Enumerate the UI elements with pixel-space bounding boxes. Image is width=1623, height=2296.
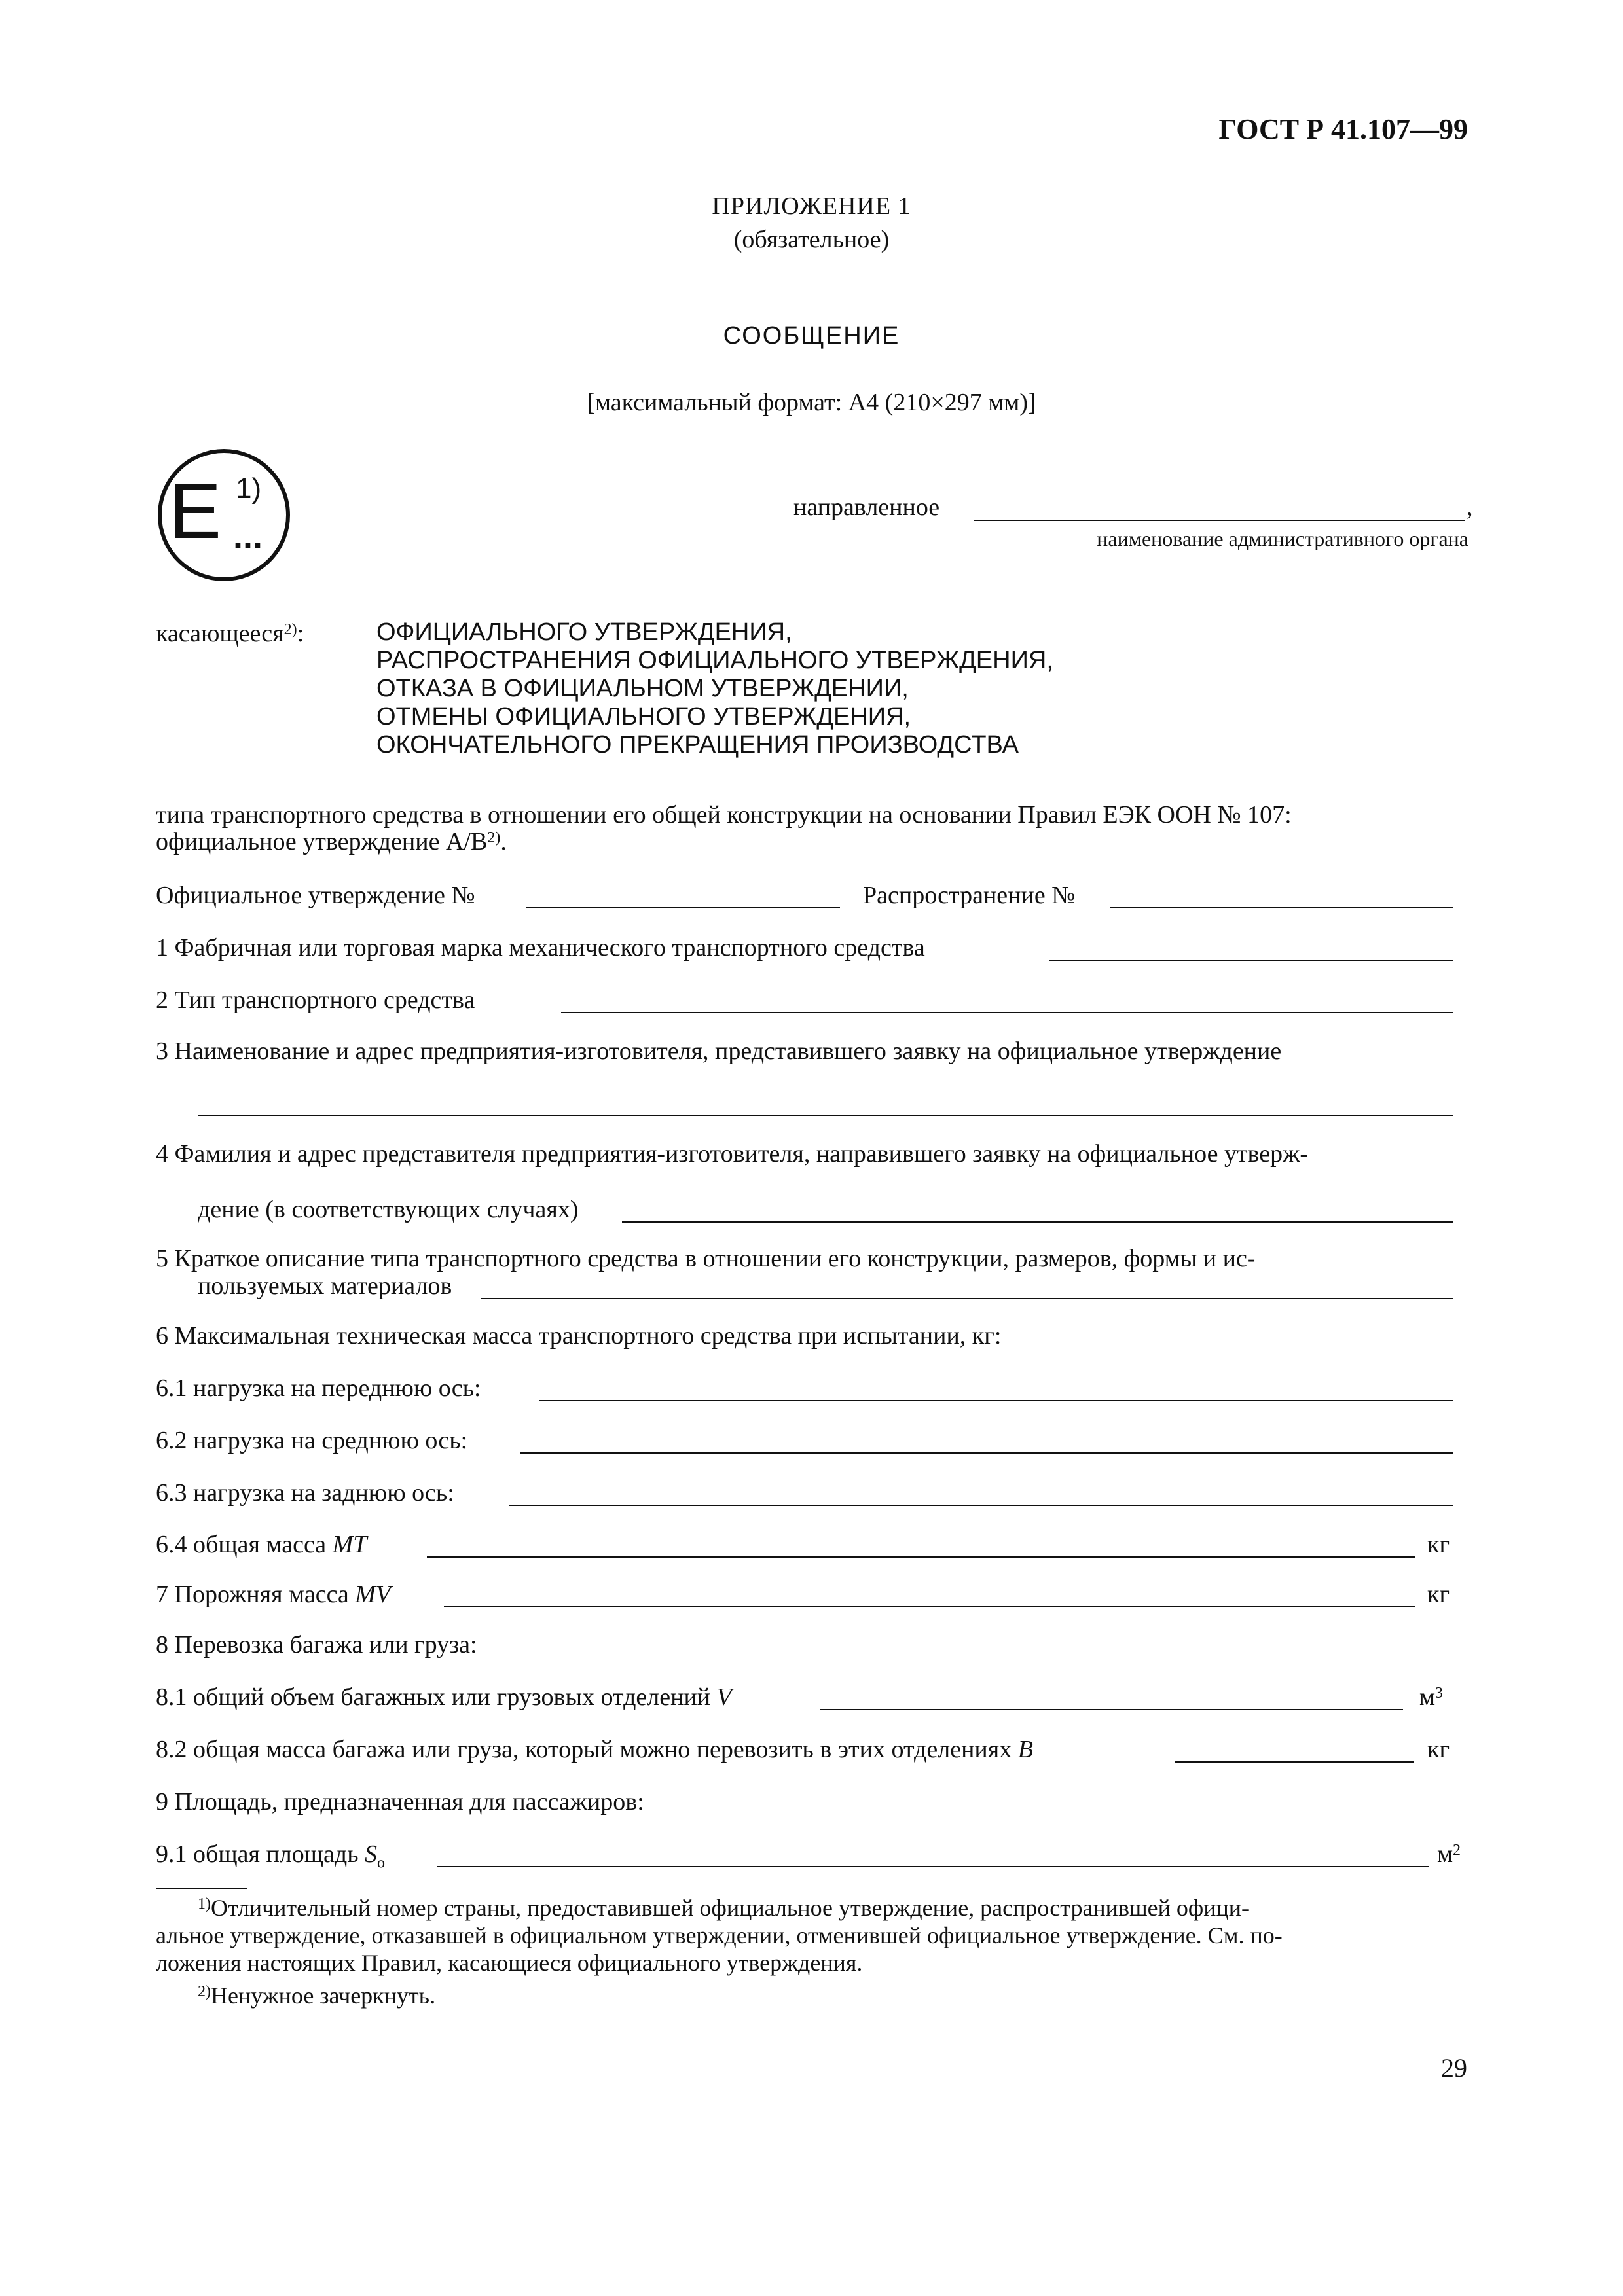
concerning-item: ОТМЕНЫ ОФИЦИАЛЬНОГО УТВЕРЖДЕНИЯ,	[376, 703, 911, 730]
field-2-input[interactable]	[561, 1012, 1453, 1013]
field-2-label: 2 Тип транспортного средства	[156, 986, 475, 1014]
footnote-1-line-2: альное утверждение, отказавшей в официальном утверждении, отменившей официальное утверждение. См. по-	[156, 1922, 1283, 1948]
field-6-2-label: 6.2 нагрузка на среднюю ось:	[156, 1427, 468, 1454]
field-7-var: MV	[355, 1581, 392, 1608]
field-8-1-input[interactable]	[820, 1709, 1403, 1710]
footnote-1-line-1	[198, 1893, 1249, 1922]
intro-line-2-text: официальное утверждение А/В	[156, 828, 488, 855]
footnote-separator	[156, 1888, 247, 1889]
field-6-4-label	[156, 1530, 367, 1560]
field-6-3-input[interactable]	[509, 1505, 1453, 1506]
field-9-1-var: S	[365, 1840, 378, 1868]
field-8-1-label	[156, 1682, 732, 1712]
standard-number: ГОСТ Р 41.107—99	[1218, 113, 1468, 145]
annex-subtitle: (обязательное)	[733, 226, 890, 253]
intro-line-2-sup: 2)	[487, 829, 501, 846]
field-7-text: 7 Порожняя масса	[156, 1581, 349, 1608]
field-9-1-label	[156, 1839, 385, 1878]
footnote-1-text-1: Отличительный номер страны, предоставившей официальное утверждение, распространившей офици-	[211, 1895, 1250, 1921]
concerning-label	[156, 619, 304, 649]
message-title: СООБЩЕНИЕ	[723, 322, 900, 350]
field-8-1-unit	[1419, 1682, 1443, 1712]
field-6-3-label: 6.3 нагрузка на заднюю ось:	[156, 1479, 454, 1507]
intro-line-2-end: .	[500, 828, 507, 855]
concerning-item: ОТКАЗА В ОФИЦИАЛЬНОМ УТВЕРЖДЕНИИ,	[376, 675, 909, 702]
concerning-item: ОКОНЧАТЕЛЬНОГО ПРЕКРАЩЕНИЯ ПРОИЗВОДСТВА	[376, 731, 1019, 759]
field-6-2-input[interactable]	[520, 1452, 1453, 1454]
field-8-1-unit-text: м	[1419, 1683, 1436, 1711]
field-8-1-unit-sup: 3	[1435, 1685, 1444, 1702]
field-6-4-unit: кг	[1427, 1531, 1450, 1558]
field-3-label: 3 Наименование и адрес предприятия-изготовителя, представившего заявку на официальное утверждение	[156, 1037, 1282, 1065]
intro-line-2	[156, 827, 507, 857]
sent-by-field[interactable]	[974, 520, 1465, 521]
field-3-input[interactable]	[198, 1115, 1453, 1116]
field-5-label-line-1: 5 Краткое описание типа транспортного средства в отношении его конструкции, размеров, формы и ис-	[156, 1245, 1256, 1272]
field-5-label-line-2: пользуемых материалов	[198, 1272, 452, 1300]
concerning-list	[376, 619, 1053, 759]
field-9-1-input[interactable]	[437, 1866, 1429, 1867]
field-6-4-input[interactable]	[427, 1556, 1415, 1558]
approval-no-label: Официальное утверждение №	[156, 882, 475, 909]
footnote-2-mark: 2)	[198, 1983, 211, 2000]
field-5-input[interactable]	[481, 1298, 1453, 1299]
field-6-4-text: 6.4 общая масса	[156, 1531, 327, 1558]
footnote-1-mark: 1)	[198, 1895, 211, 1912]
e-mark-superscript: 1)	[236, 473, 262, 505]
field-6-1-label: 6.1 нагрузка на переднюю ось:	[156, 1374, 481, 1402]
concerning-label-sup: 2)	[283, 621, 297, 638]
concerning-label-text: касающееся	[156, 620, 284, 647]
field-9-label: 9 Площадь, предназначенная для пассажиров:	[156, 1788, 644, 1816]
field-8-label: 8 Перевозка багажа или груза:	[156, 1631, 477, 1659]
field-9-1-unit	[1437, 1839, 1461, 1869]
field-9-1-text: 9.1 общая площадь	[156, 1840, 359, 1868]
field-7-unit: кг	[1427, 1581, 1450, 1608]
field-8-2-input[interactable]	[1175, 1761, 1414, 1763]
field-8-2-text: 8.2 общая масса багажа или груза, который можно перевозить в этих отделениях	[156, 1736, 1012, 1763]
field-1-label: 1 Фабричная или торговая марка механического транспортного средства	[156, 934, 925, 961]
footnote-2	[198, 1981, 435, 2010]
field-8-2-var: B	[1017, 1736, 1033, 1763]
field-9-1-unit-sup: 2	[1453, 1842, 1461, 1859]
annex-title: ПРИЛОЖЕНИЕ 1	[712, 192, 911, 220]
field-9-1-sub: o	[377, 1854, 386, 1872]
intro-line-1: типа транспортного средства в отношении его общей конструкции на основании Правил ЕЭК ООН № 107:	[156, 801, 1292, 829]
sent-by-label: направленное	[793, 493, 940, 521]
field-4-label-line-1: 4 Фамилия и адрес представителя предприятия-изготовителя, направившего заявку на официальное утверж-	[156, 1140, 1309, 1168]
concerning-item: ОФИЦИАЛЬНОГО УТВЕРЖДЕНИЯ,	[376, 619, 792, 646]
field-6-1-input[interactable]	[539, 1400, 1453, 1401]
e-mark-emblem	[156, 447, 292, 583]
field-8-2-unit: кг	[1427, 1736, 1450, 1763]
field-8-1-text: 8.1 общий объем багажных или грузовых отделений	[156, 1683, 711, 1711]
field-6-4-var: МТ	[332, 1531, 367, 1558]
field-4-input[interactable]	[622, 1221, 1453, 1223]
approval-no-field[interactable]	[526, 907, 840, 908]
concerning-item: РАСПРОСТРАНЕНИЯ ОФИЦИАЛЬНОГО УТВЕРЖДЕНИЯ,	[376, 647, 1053, 674]
field-4-label-line-2: дение (в соответствующих случаях)	[198, 1196, 579, 1223]
sent-by-comma: ,	[1467, 493, 1473, 521]
concerning-label-colon: :	[297, 620, 304, 647]
field-9-1-unit-text: м	[1437, 1840, 1453, 1868]
field-7-input[interactable]	[444, 1606, 1415, 1607]
field-8-1-var: V	[716, 1683, 732, 1711]
field-8-2-label	[156, 1734, 1033, 1765]
message-format: [максимальный формат: А4 (210×297 мм)]	[587, 389, 1036, 416]
extension-no-field[interactable]	[1110, 907, 1453, 908]
footnote-1-line-3: ложения настоящих Правил, касающиеся официального утверждения.	[156, 1950, 863, 1976]
extension-no-label: Распространение №	[863, 882, 1076, 909]
page-number: 29	[1441, 2053, 1467, 2083]
footnote-2-text: Ненужное зачеркнуть.	[211, 1982, 436, 2009]
e-mark-dots: ...	[233, 517, 263, 556]
field-1-input[interactable]	[1049, 960, 1453, 961]
e-mark-letter: E	[169, 467, 222, 555]
field-6-label: 6 Максимальная техническая масса транспортного средства при испытании, кг:	[156, 1322, 1002, 1350]
field-7-label	[156, 1579, 391, 1609]
sent-by-caption: наименование административного органа	[1097, 527, 1468, 550]
